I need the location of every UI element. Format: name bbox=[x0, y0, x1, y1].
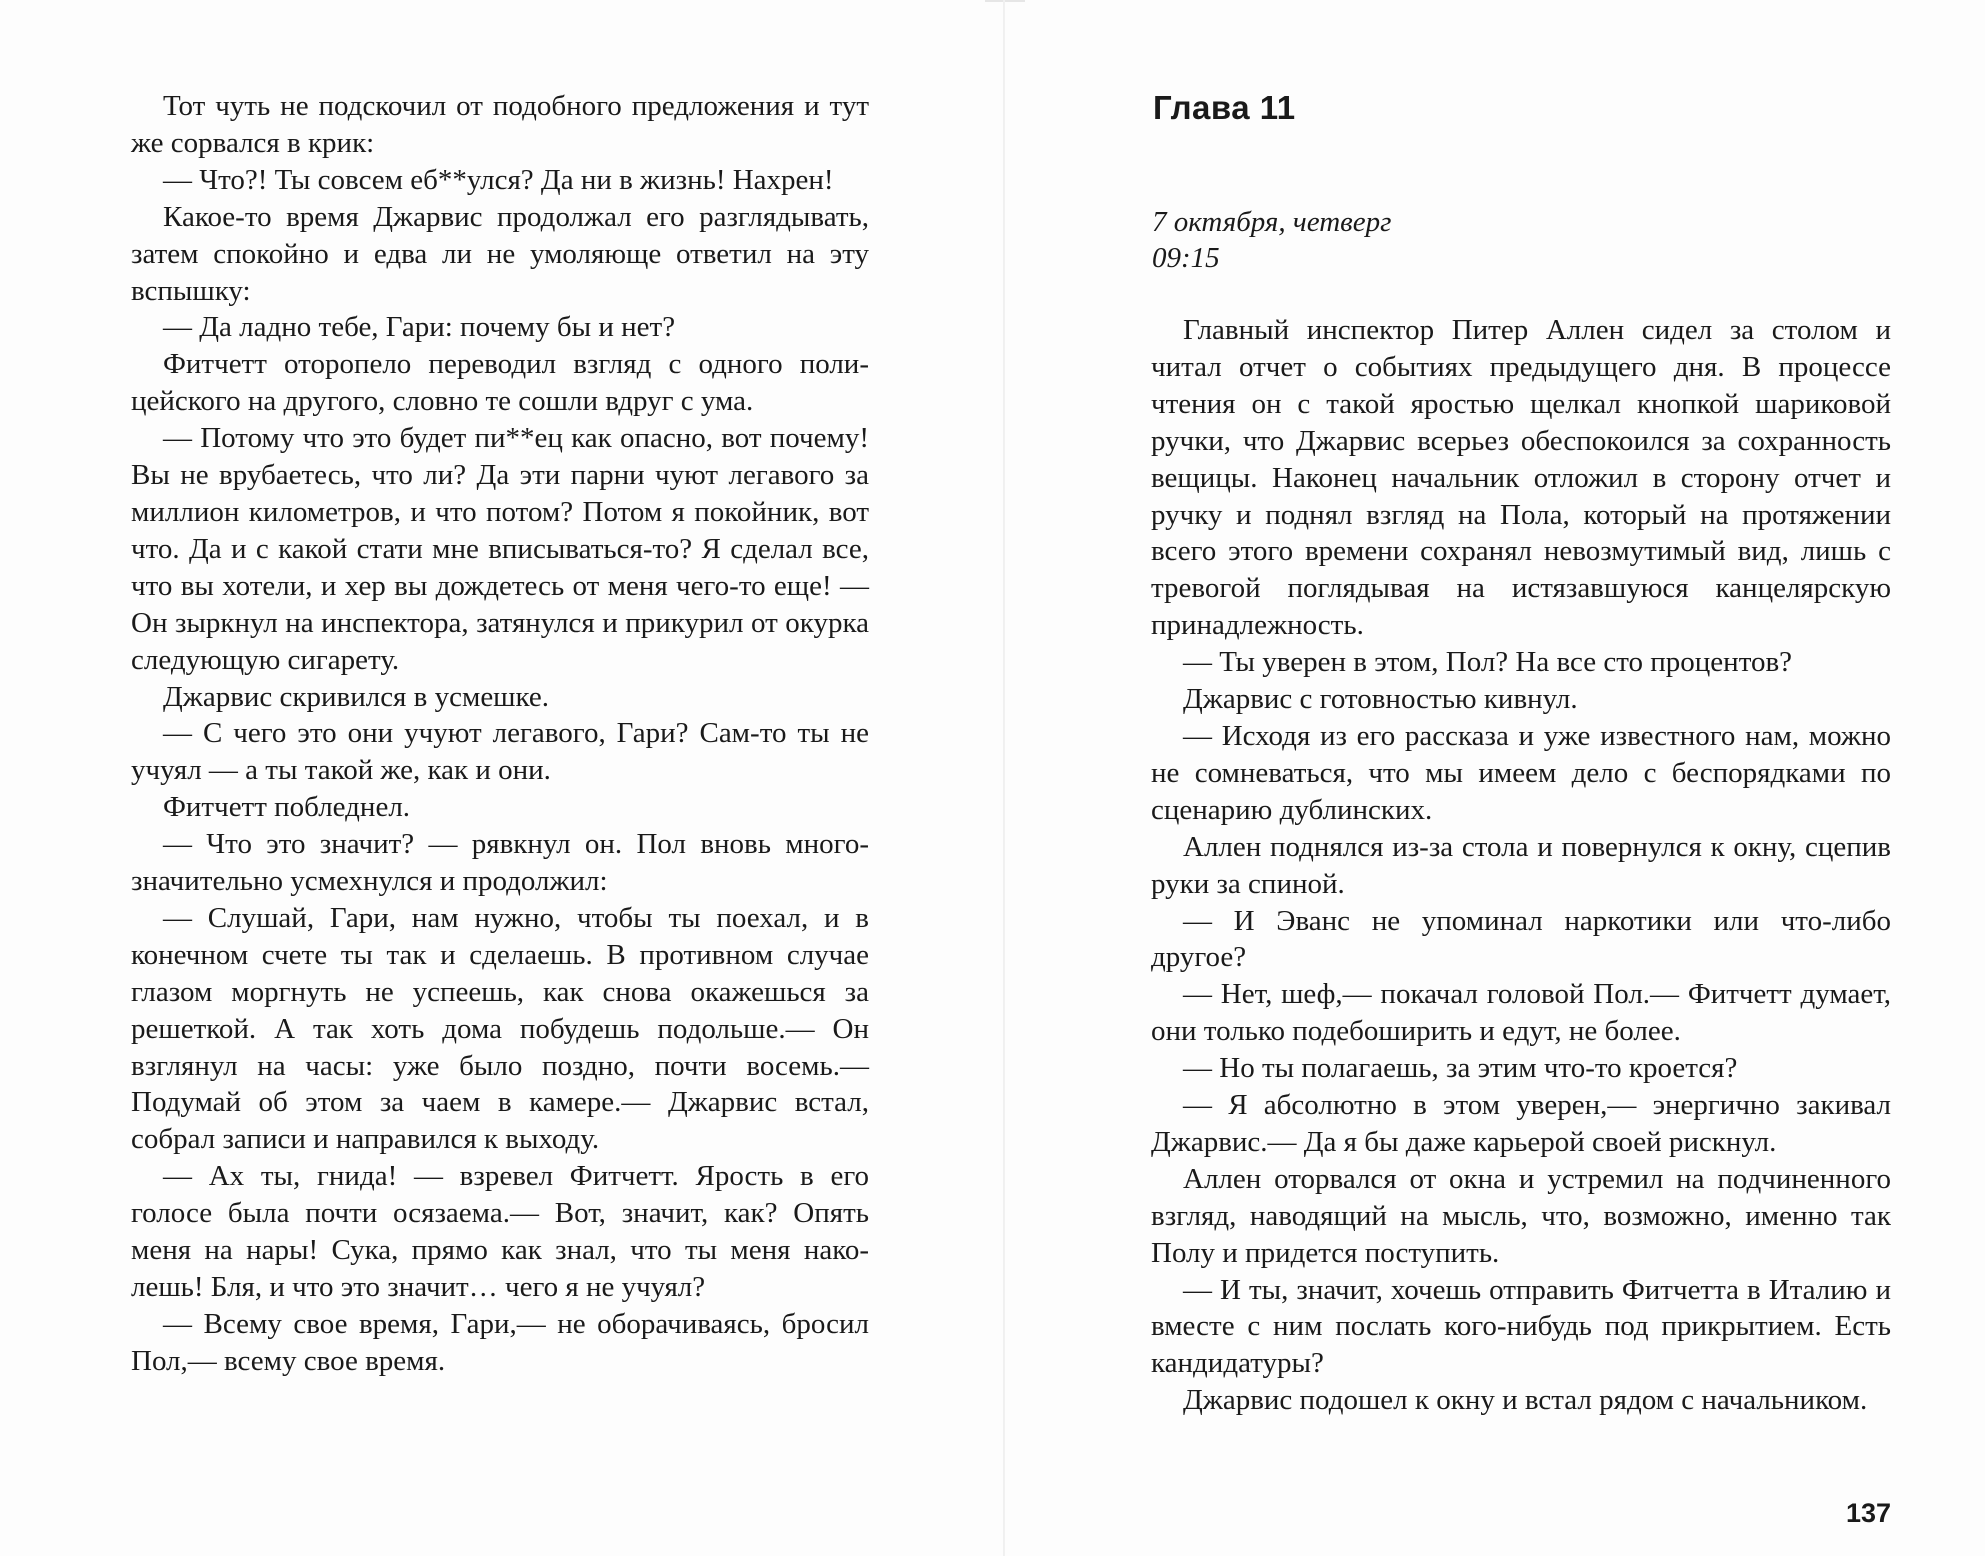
paragraph: — Потому что это будет пи**ец как опасно, вот почему! Вы не врубаетесь, что ли? Да эти парни чуют легавого за миллион километров, и что потом? Потом я покойник, вот что. Да и с какой стати мне вписываться-то? Я сделал все, что вы хотели, и хер вы дождетесь от меня чего-то еще! — Он зыркнул на инспектора, затянулся и прикурил от окурка следующую сигарету. bbox=[131, 422, 869, 676]
paragraph: Главный инспектор Питер Аллен сидел за столом и читал отчет о событиях предыдущего дня. В процессе чтения он с такой яростью щелкал кнопкой шариковой ручки, что Джарвис всерьез обеспокоился за сохранность вещицы. Наконец начальник отложил в сторону отчет и ручку и поднял взгляд на Пола, который на протяжении всего этого времени сохранял невозмутимый вид, лишь с тревогой поглядывая на истязавшуюся канцелярскую принадлежность. bbox=[1151, 314, 1891, 642]
paragraph: Тот чуть не подскочил от подобного предложения и тут же сорвался в крик: bbox=[131, 90, 869, 159]
paragraph: — Исходя из его рассказа и уже известного нам, можно не сомневаться, что мы имеем дело с беспорядками по сценарию дублинских. bbox=[1151, 719, 1891, 826]
paragraph: Какое-то время Джарвис продолжал его разглядывать, затем спокойно и едва ли не умоляюще ответил на эту вспышку: bbox=[131, 200, 869, 307]
left-page-body bbox=[131, 88, 869, 1380]
right-page bbox=[1005, 0, 1985, 1556]
paragraph: Фитчетт побледнел. bbox=[163, 791, 411, 824]
dateline-time: 09:15 bbox=[1152, 242, 1220, 274]
paragraph: — Ах ты, гнида! — взревел Фитчетт. Ярость в его голосе была почти осязаема.— Вот, значит, как? Опять меня на нары! Сука, прямо как знал, что ты меня наколешь! Бля, и что это значит… чего я не учуял? bbox=[131, 1160, 869, 1303]
paragraph: — Что?! Ты совсем еб**улся? Да ни в жизнь! Нахрен! bbox=[163, 163, 834, 196]
paragraph: — Но ты полагаешь, за этим что-то кроется? bbox=[1183, 1052, 1738, 1085]
paragraph: — И Эванс не упоминал наркотики или что-либо другое? bbox=[1151, 904, 1891, 974]
right-page-body bbox=[1151, 312, 1891, 1419]
paragraph: Джарвис подошел к окну и встал рядом с начальником. bbox=[1183, 1384, 1868, 1417]
paragraph: — И ты, значит, хочешь отправить Фитчетта в Италию и вместе с ним послать кого-нибудь под прикрытием. Есть кандидатуры? bbox=[1151, 1273, 1891, 1380]
paragraph: Аллен оторвался от окна и устремил на подчиненного взгляд, наводящий на мысль, что, возможно, именно так Полу и придется поступить. bbox=[1151, 1162, 1891, 1269]
dateline-date: 7 октября, четверг bbox=[1152, 206, 1392, 238]
page-number: 137 bbox=[1845, 1498, 1891, 1528]
paragraph: — Ты уверен в этом, Пол? На все сто процентов? bbox=[1183, 646, 1793, 679]
paragraph: Фитчетт оторопело переводил взгляд с одного полицейского на другого, словно те сошли вдруг с ума. bbox=[131, 348, 869, 418]
paragraph: Аллен поднялся из-за стола и повернулся к окну, сцепив руки за спиной. bbox=[1151, 830, 1891, 900]
paragraph: — Нет, шеф,— покачал головой Пол.— Фитчетт думает, они только подебоширить и едут, не более. bbox=[1151, 978, 1891, 1048]
chapter-title: Глава 11 bbox=[1153, 89, 1296, 126]
paragraph: — С чего это они учуют легавого, Гари? Сам-то ты не учуял — а ты такой же, как и они. bbox=[131, 717, 869, 787]
dateline bbox=[1152, 204, 1391, 276]
paragraph: — Что это значит? — рявкнул он. Пол вновь многозначительно усмехнулся и продолжил: bbox=[131, 828, 869, 898]
paragraph: Джарвис с готовностью кивнул. bbox=[1183, 683, 1578, 716]
paragraph: — Всему свое время, Гари,— не оборачиваясь, бросил Пол,— всему свое время. bbox=[131, 1307, 869, 1377]
paragraph: — Слушай, Гари, нам нужно, чтобы ты поехал, и в конечном счете ты так и сделаешь. В противном случае глазом моргнуть не успеешь, как снова окажешься за решеткой. А так хоть дома побудешь подольше.— Он взглянул на часы: уже было поздно, почти восемь.— Подумай об этом за чаем в камере.— Джарвис встал, собрал записи и направился к выходу. bbox=[131, 901, 869, 1156]
paragraph: Джарвис скривился в усмешке. bbox=[163, 680, 550, 713]
paragraph: — Да ладно тебе, Гари: почему бы и нет? bbox=[163, 311, 676, 344]
paragraph: — Я абсолютно в этом уверен,— энергично закивал Джарвис.— Да я бы даже карьерой своей рискнул. bbox=[1151, 1089, 1891, 1158]
